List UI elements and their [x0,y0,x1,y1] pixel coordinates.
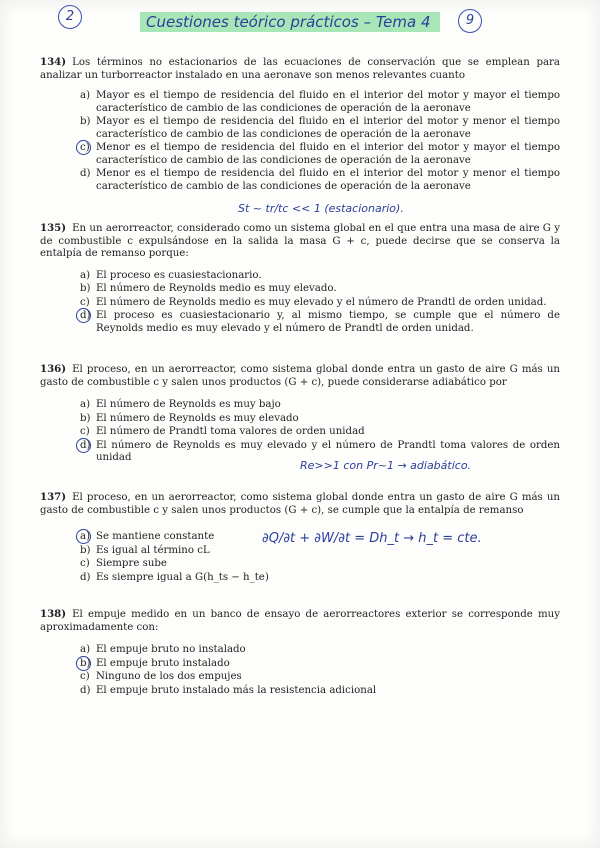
option-text: El empuje bruto instalado más la resistencia adicional [96,684,377,696]
option-text: El número de Reynolds es muy bajo [96,399,281,410]
question-text: El proceso, en un aerorreactor, como sistema global donde entra un gasto de aire G más un gasto de combustible c y salen unos productos (G + c), puede considerarse adiabático por [40,364,560,388]
question-stem [40,363,560,389]
option-b[interactable] [40,658,560,671]
option-text: El número de Prandtl toma valores de orden unidad [96,426,365,437]
handwritten-note: ∂Q/∂t + ∂W/∂t = Dh_t → h_t = cte. [262,531,482,546]
question-text: El proceso, en un aerorreactor, como sistema global donde entra un gasto de aire G más un gasto de combustible c y salen unos productos (G + c), se cumple que la entalpía de remanso [40,492,560,516]
question-number: 135) [40,222,67,234]
option-text: Mayor es el tiempo de residencia del fluido en el interior del motor y menor el tiempo característico de cambio de las condiciones de operación de la aeronave [96,116,560,140]
option-letter: c) [80,142,90,153]
option-text: Mayor es el tiempo de residencia del fluido en el interior del motor y mayor el tiempo característico de cambio de las condiciones de operación de la aeronave [96,90,560,114]
option-list [40,644,560,697]
option-letter: c) [80,296,90,308]
option-text: Menor es el tiempo de residencia del fluido en el interior del motor y mayor el tiempo característico de cambio de las condiciones de operación de la aeronave [96,142,560,166]
option-letter: b) [80,412,91,424]
option-text: Menor es el tiempo de residencia del fluido en el interior del motor y menor el tiempo característico de cambio de las condiciones de operación de la aeronave [96,168,560,192]
option-letter: d) [80,310,91,321]
option-letter: b) [80,116,91,127]
question-number: 137) [40,491,67,503]
question-stem [40,56,560,82]
option-letter: b) [80,283,91,294]
option-letter: c) [80,671,90,682]
option-text: Se mantiene constante [96,531,215,542]
question-text: En un aerorreactor, considerado como un sistema global en el que entra una masa de aire G y de combustible c expulsándose en la salida la masa G + c, puede decirse que se conserva la entalpía de remanso porque: [40,223,560,259]
page-title: Cuestiones teórico prácticos – Tema 4 [140,12,440,32]
option-letter: c) [80,558,90,569]
option-b[interactable] [40,283,560,296]
option-letter: b) [80,544,91,556]
option-d[interactable] [40,572,560,585]
option-c[interactable] [40,671,560,684]
option-letter: a) [80,399,91,410]
option-c[interactable] [40,297,560,310]
option-text: El número de Reynolds es muy elevado y el número de Prandtl toma valores de orden unidad [96,439,560,463]
option-letter: c) [80,426,90,437]
handwritten-note: St ~ tr/tc << 1 (estacionario). [238,202,404,215]
option-a[interactable] [40,644,560,657]
option-text: El proceso es cuasiestacionario. [96,269,262,281]
question-135 [40,222,560,336]
option-letter: b) [80,657,91,669]
option-a[interactable] [40,90,560,115]
question-stem [40,608,560,634]
option-a[interactable] [40,270,560,283]
question-number: 136) [40,363,67,375]
page-mark-right: 9 [458,9,482,33]
option-letter: d) [80,571,91,583]
page-mark-left: 2 [58,5,82,29]
option-letter: a) [80,269,91,281]
question-136 [40,363,560,466]
option-c[interactable] [40,426,560,439]
option-letter: d) [80,439,91,451]
option-list [40,399,560,465]
option-c[interactable] [40,142,560,167]
question-text: El empuje medido en un banco de ensayo de aerorreactores exterior se corresponde muy aproximadamente con: [40,609,560,633]
question-text: Los términos no estacionarios de las ecuaciones de conservación que se emplean para analizar un turborreactor instalado en una aeronave son menos relevantes cuanto [40,57,560,81]
option-letter: a) [80,644,91,655]
question-number: 138) [40,608,67,620]
option-b[interactable] [40,413,560,426]
option-letter: a) [80,90,91,101]
option-text: Es siempre igual a G(h_ts − h_te) [96,571,269,583]
option-letter: a) [80,531,91,542]
option-b[interactable] [40,116,560,141]
question-138 [40,608,560,698]
option-list [40,270,560,336]
handwritten-note: Re>>1 con Pr~1 → adiabático. [300,459,472,472]
option-text: El empuje bruto no instalado [96,644,246,655]
option-a[interactable] [40,399,560,412]
option-text: Es igual al término cL [96,544,210,556]
option-letter: d) [80,168,91,179]
option-d[interactable] [40,310,560,335]
option-text: Ninguno de los dos empujes [96,671,242,682]
question-stem [40,491,560,517]
option-d[interactable] [40,168,560,193]
option-b[interactable] [40,545,560,558]
option-text: El número de Reynolds medio es muy elevado y el número de Prandtl de orden unidad. [96,296,547,308]
option-text: El proceso es cuasiestacionario y, al mismo tiempo, se cumple que el número de Reynolds medio es muy elevado y el número de Prandtl de orden unidad. [96,310,560,334]
question-134 [40,56,560,194]
option-text: El número de Reynolds es muy elevado [96,412,299,424]
option-text: El empuje bruto instalado [96,657,230,669]
option-text: Siempre sube [96,558,167,569]
option-d[interactable] [40,685,560,698]
question-stem [40,222,560,261]
option-c[interactable] [40,558,560,571]
option-text: El número de Reynolds medio es muy elevado. [96,283,337,294]
question-number: 134) [40,56,67,68]
option-list [40,90,560,193]
option-letter: d) [80,684,91,696]
